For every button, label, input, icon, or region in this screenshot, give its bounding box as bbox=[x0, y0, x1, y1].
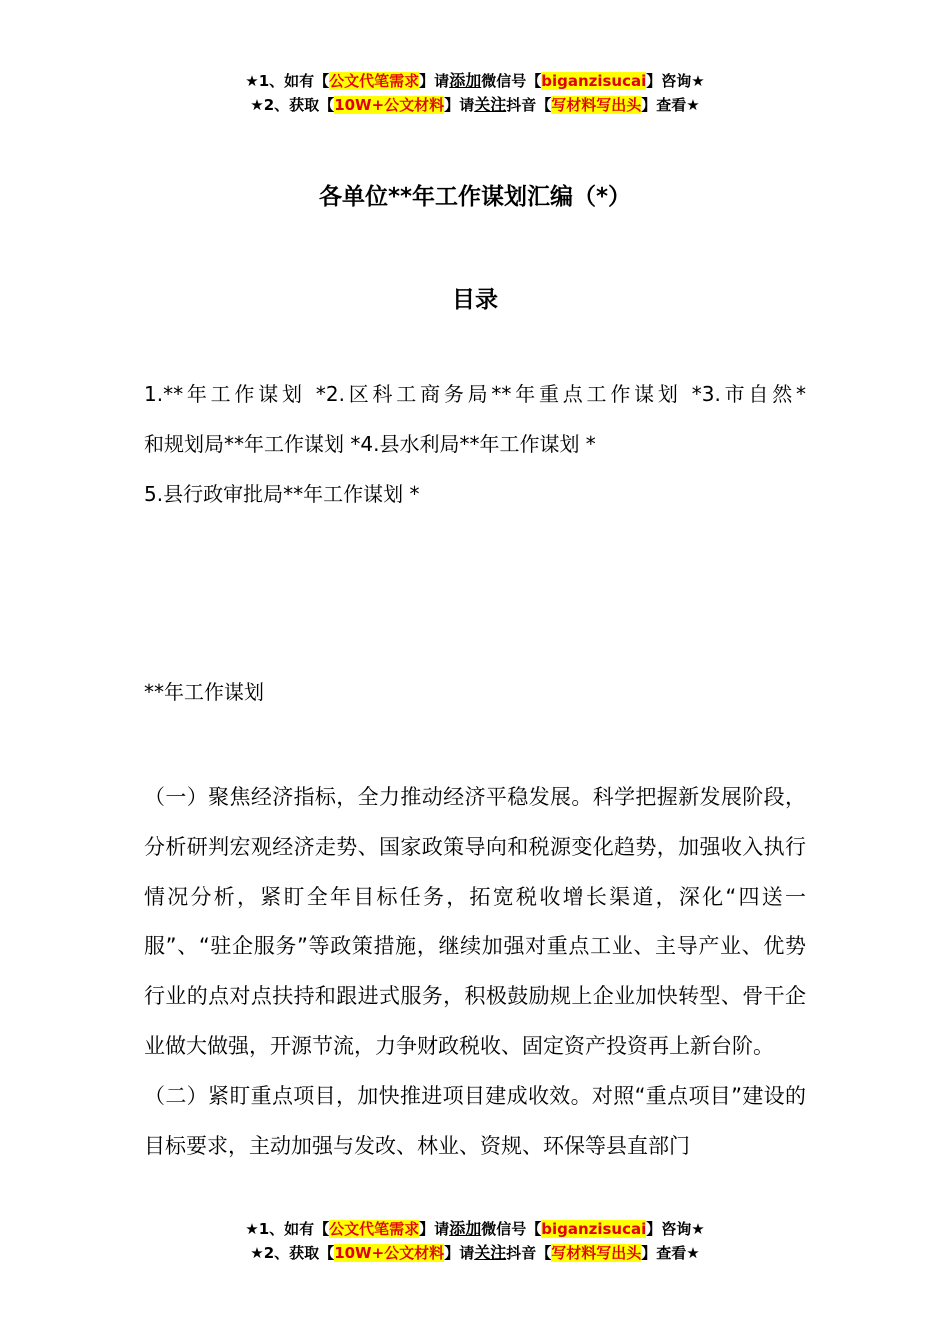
paragraph: （一）聚焦经济指标，全力推动经济平稳发展。科学把握新发展阶段，分析研判宏观经济走势、国家政策导向和税源变化趋势，加强收入执行情况分析，紧盯全年目标任务，拓宽税收增长渠道，深化“四送一服”、“驻企服务”等政策措施，继续加强对重点工业、主导产业、优势行业的点对点扶持和跟进式服务，积极鼓励规上企业加快转型、骨干企业做大做强，开源节流，力争财政税收、固定资产投资再上新台阶。 bbox=[144, 785, 806, 1058]
promo-text: 】查看★ bbox=[641, 1244, 700, 1262]
promo-text: 】请 bbox=[419, 72, 450, 90]
body-text bbox=[144, 773, 806, 1171]
promo-underlined: 添加 bbox=[449, 1219, 482, 1238]
promo-text: 】查看★ bbox=[641, 96, 700, 114]
promo-text: 抖音【 bbox=[506, 96, 552, 114]
promo-text: ★2、获取【 bbox=[250, 96, 335, 114]
promo-text: 】请 bbox=[444, 1244, 475, 1262]
promo-line-1 bbox=[0, 69, 950, 93]
toc-line[interactable]: 和规划局**年工作谋划 *4.县水利局**年工作谋划 * bbox=[144, 432, 596, 456]
promo-highlight: 写材料写出头 bbox=[551, 1244, 642, 1262]
promo-text: 】咨询★ bbox=[646, 1220, 705, 1238]
promo-line-1 bbox=[0, 1217, 950, 1241]
promo-text: 】请 bbox=[444, 96, 475, 114]
promo-highlight: 公文代笔需求 bbox=[329, 1220, 420, 1238]
promo-text: ★1、如有【 bbox=[245, 72, 330, 90]
promo-banner-top bbox=[0, 69, 950, 117]
promo-text: 微信号【 bbox=[481, 1220, 542, 1238]
toc-line[interactable]: 5.县行政审批局**年工作谋划 * bbox=[144, 482, 420, 506]
promo-underlined: 关注 bbox=[474, 1243, 507, 1262]
promo-highlight: 10W+公文材料 bbox=[334, 1244, 445, 1262]
promo-underlined: 添加 bbox=[449, 71, 482, 90]
promo-highlight: biganzisucai bbox=[541, 72, 647, 90]
document-title: 各单位**年工作谋划汇编（*） bbox=[318, 184, 632, 210]
promo-highlight: 10W+公文材料 bbox=[334, 96, 445, 114]
promo-text: ★1、如有【 bbox=[245, 1220, 330, 1238]
promo-banner-bottom bbox=[0, 1217, 950, 1265]
promo-text: ★2、获取【 bbox=[250, 1244, 335, 1262]
promo-text: 抖音【 bbox=[506, 1244, 552, 1262]
promo-highlight: 写材料写出头 bbox=[551, 96, 642, 114]
promo-underlined: 关注 bbox=[474, 95, 507, 114]
toc-heading: 目录 bbox=[452, 287, 498, 313]
paragraph: （二）紧盯重点项目，加快推进项目建成收效。对照“重点项目”建设的目标要求，主动加强与发改、林业、资规、环保等县直部门 bbox=[144, 1083, 806, 1158]
section-title: **年工作谋划 bbox=[144, 680, 264, 704]
promo-line-2 bbox=[0, 1241, 950, 1265]
promo-highlight: biganzisucai bbox=[541, 1220, 647, 1238]
toc-line[interactable]: 1.**年工作谋划 *2.区科工商务局**年重点工作谋划 *3.市自然* bbox=[144, 382, 806, 406]
promo-line-2 bbox=[0, 93, 950, 117]
promo-text: 】咨询★ bbox=[646, 72, 705, 90]
table-of-contents bbox=[144, 369, 806, 519]
promo-text: 微信号【 bbox=[481, 72, 542, 90]
promo-text: 】请 bbox=[419, 1220, 450, 1238]
promo-highlight: 公文代笔需求 bbox=[329, 72, 420, 90]
